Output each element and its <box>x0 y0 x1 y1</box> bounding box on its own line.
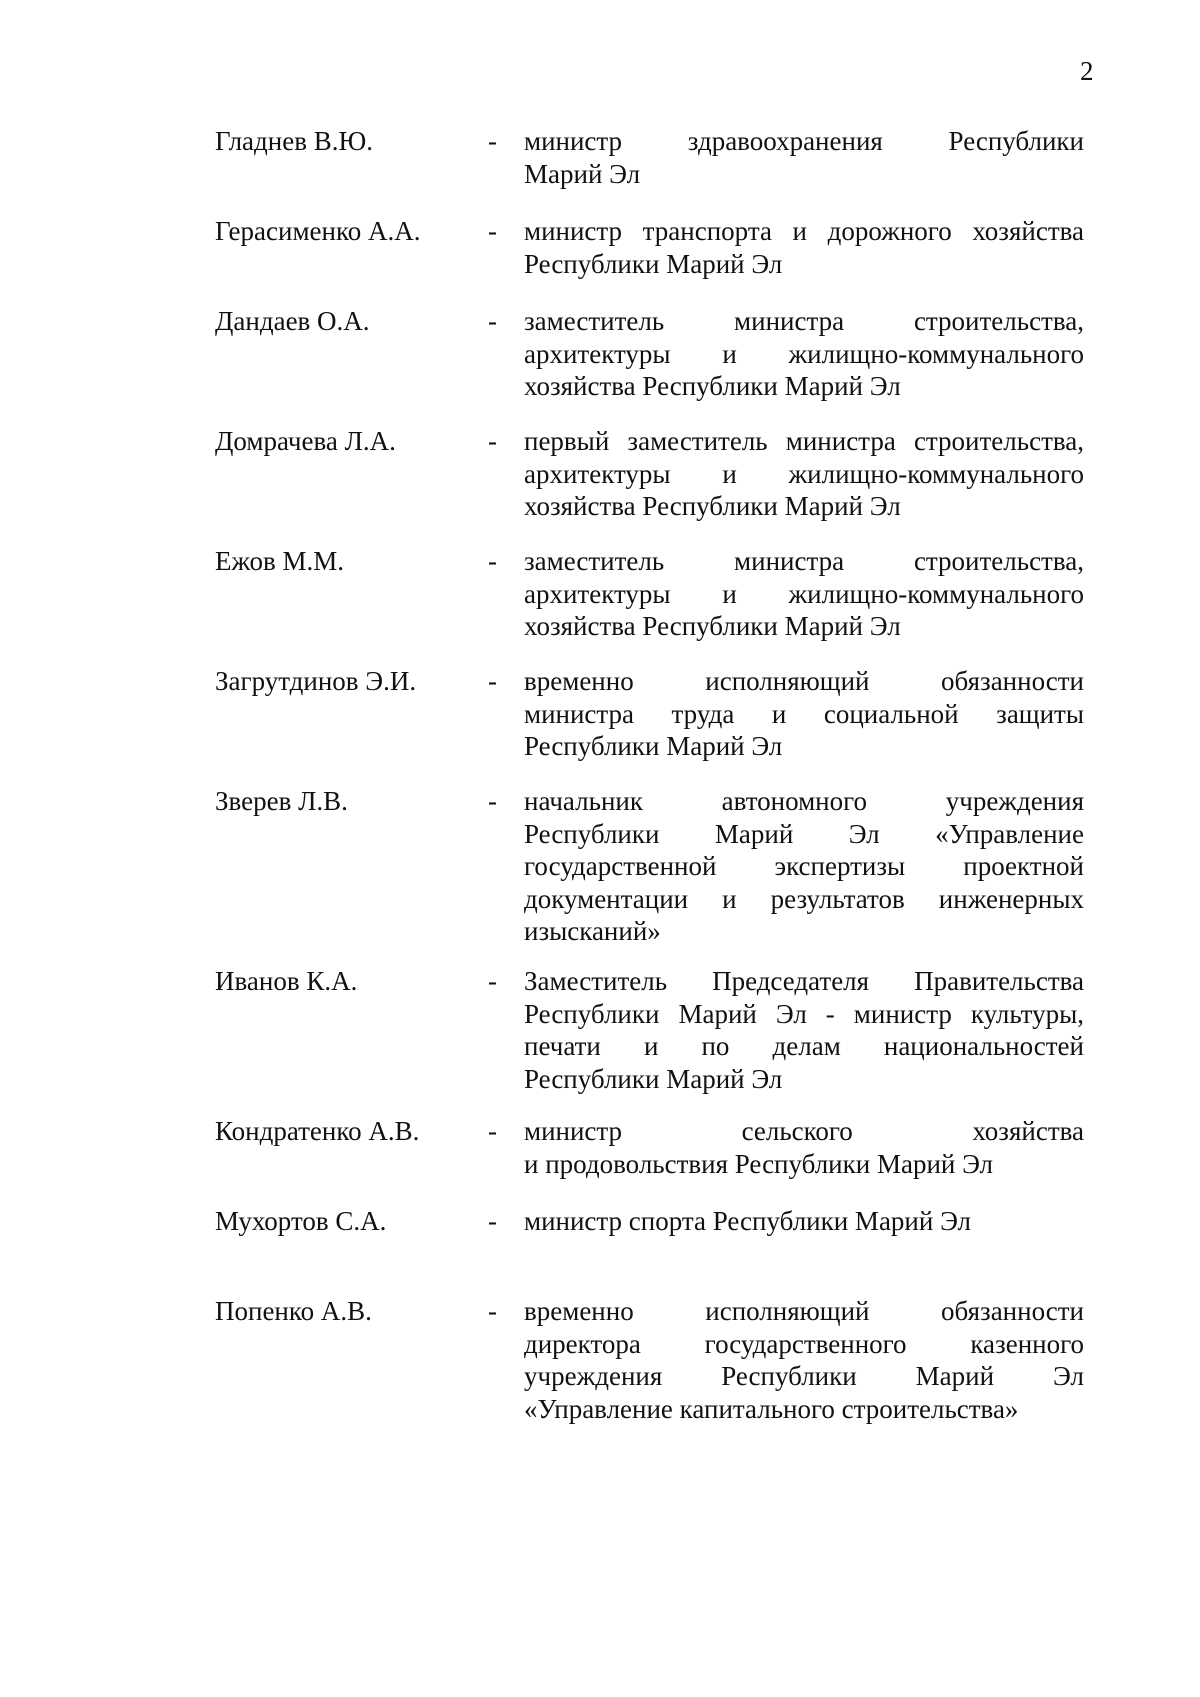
official-name: Загрутдинов Э.И. <box>215 666 417 696</box>
official-position <box>524 425 1084 523</box>
official-position <box>524 125 1084 190</box>
position-line: хозяйства Республики Марий Эл <box>524 371 901 401</box>
position-line: Заместитель Председателя Правительства <box>524 966 1084 996</box>
position-line: министр спорта Республики Марий Эл <box>524 1206 972 1236</box>
position-line: Республики Марий Эл <box>524 248 783 279</box>
position-line: учреждения Республики Марий Эл <box>524 1361 1084 1391</box>
official-position <box>524 305 1084 403</box>
official-name: Кондратенко А.В. <box>215 1116 420 1146</box>
position-line: директора государственного казенного <box>524 1328 1084 1359</box>
position-line: начальник автономного учреждения <box>524 786 1084 816</box>
separator-dash: - <box>488 426 497 456</box>
official-name: Дандаев О.А. <box>215 306 370 336</box>
position-line: Республики Марий Эл - министр культуры, <box>524 998 1084 1029</box>
separator-dash: - <box>488 666 497 696</box>
position-line: министр сельского хозяйства <box>524 1116 1084 1146</box>
official-name: Иванов К.А. <box>215 966 358 996</box>
separator-dash: - <box>488 306 497 336</box>
position-line: Республики Марий Эл <box>524 1063 783 1094</box>
separator-dash: - <box>488 126 497 156</box>
separator-dash: - <box>488 786 497 816</box>
official-name: Гладнев В.Ю. <box>215 126 373 156</box>
position-line: министр транспорта и дорожного хозяйства <box>524 216 1084 246</box>
separator-dash: - <box>488 1116 497 1146</box>
official-position <box>524 1205 1084 1238</box>
position-line: архитектуры и жилищно-коммунального <box>524 338 1084 369</box>
position-line: архитектуры и жилищно-коммунального <box>524 578 1084 609</box>
position-line: хозяйства Республики Марий Эл <box>524 611 901 641</box>
position-line: Марий Эл <box>524 158 641 189</box>
official-name: Попенко А.В. <box>215 1296 372 1326</box>
position-line: Республики Марий Эл <box>524 731 783 761</box>
position-line: архитектуры и жилищно-коммунального <box>524 458 1084 489</box>
official-position <box>524 785 1084 948</box>
official-name: Зверев Л.В. <box>215 786 348 816</box>
position-line: государственной экспертизы проектной <box>524 851 1084 881</box>
position-line: «Управление капитального строительства» <box>524 1393 1019 1424</box>
position-line: заместитель министра строительства, <box>524 306 1084 336</box>
position-line: первый заместитель министра строительства, <box>524 426 1084 456</box>
separator-dash: - <box>488 216 497 246</box>
position-line: министра труда и социальной защиты <box>524 698 1084 729</box>
page-number: 2 <box>1080 56 1094 86</box>
position-line: министр здравоохранения Республики <box>524 126 1084 156</box>
official-position <box>524 215 1084 280</box>
official-position <box>524 665 1084 763</box>
position-line: печати и по делам национальностей <box>524 1031 1084 1061</box>
official-position <box>524 965 1084 1095</box>
separator-dash: - <box>488 1206 497 1236</box>
position-line: документации и результатов инженерных <box>524 883 1084 914</box>
position-line: временно исполняющий обязанности <box>524 1296 1084 1326</box>
official-position <box>524 1295 1084 1425</box>
position-line: изысканий» <box>524 916 661 946</box>
official-name: Мухортов С.А. <box>215 1206 387 1236</box>
position-line: хозяйства Республики Марий Эл <box>524 491 901 521</box>
official-name: Домрачева Л.А. <box>215 426 396 456</box>
position-line: заместитель министра строительства, <box>524 546 1084 576</box>
position-line: и продовольствия Республики Марий Эл <box>524 1148 994 1179</box>
separator-dash: - <box>488 966 497 996</box>
separator-dash: - <box>488 546 497 576</box>
official-name: Герасименко А.А. <box>215 216 421 246</box>
separator-dash: - <box>488 1296 497 1326</box>
position-line: временно исполняющий обязанности <box>524 666 1084 696</box>
official-name: Ежов М.М. <box>215 546 344 576</box>
official-position <box>524 545 1084 643</box>
position-line: Республики Марий Эл «Управление <box>524 818 1084 849</box>
official-position <box>524 1115 1084 1180</box>
